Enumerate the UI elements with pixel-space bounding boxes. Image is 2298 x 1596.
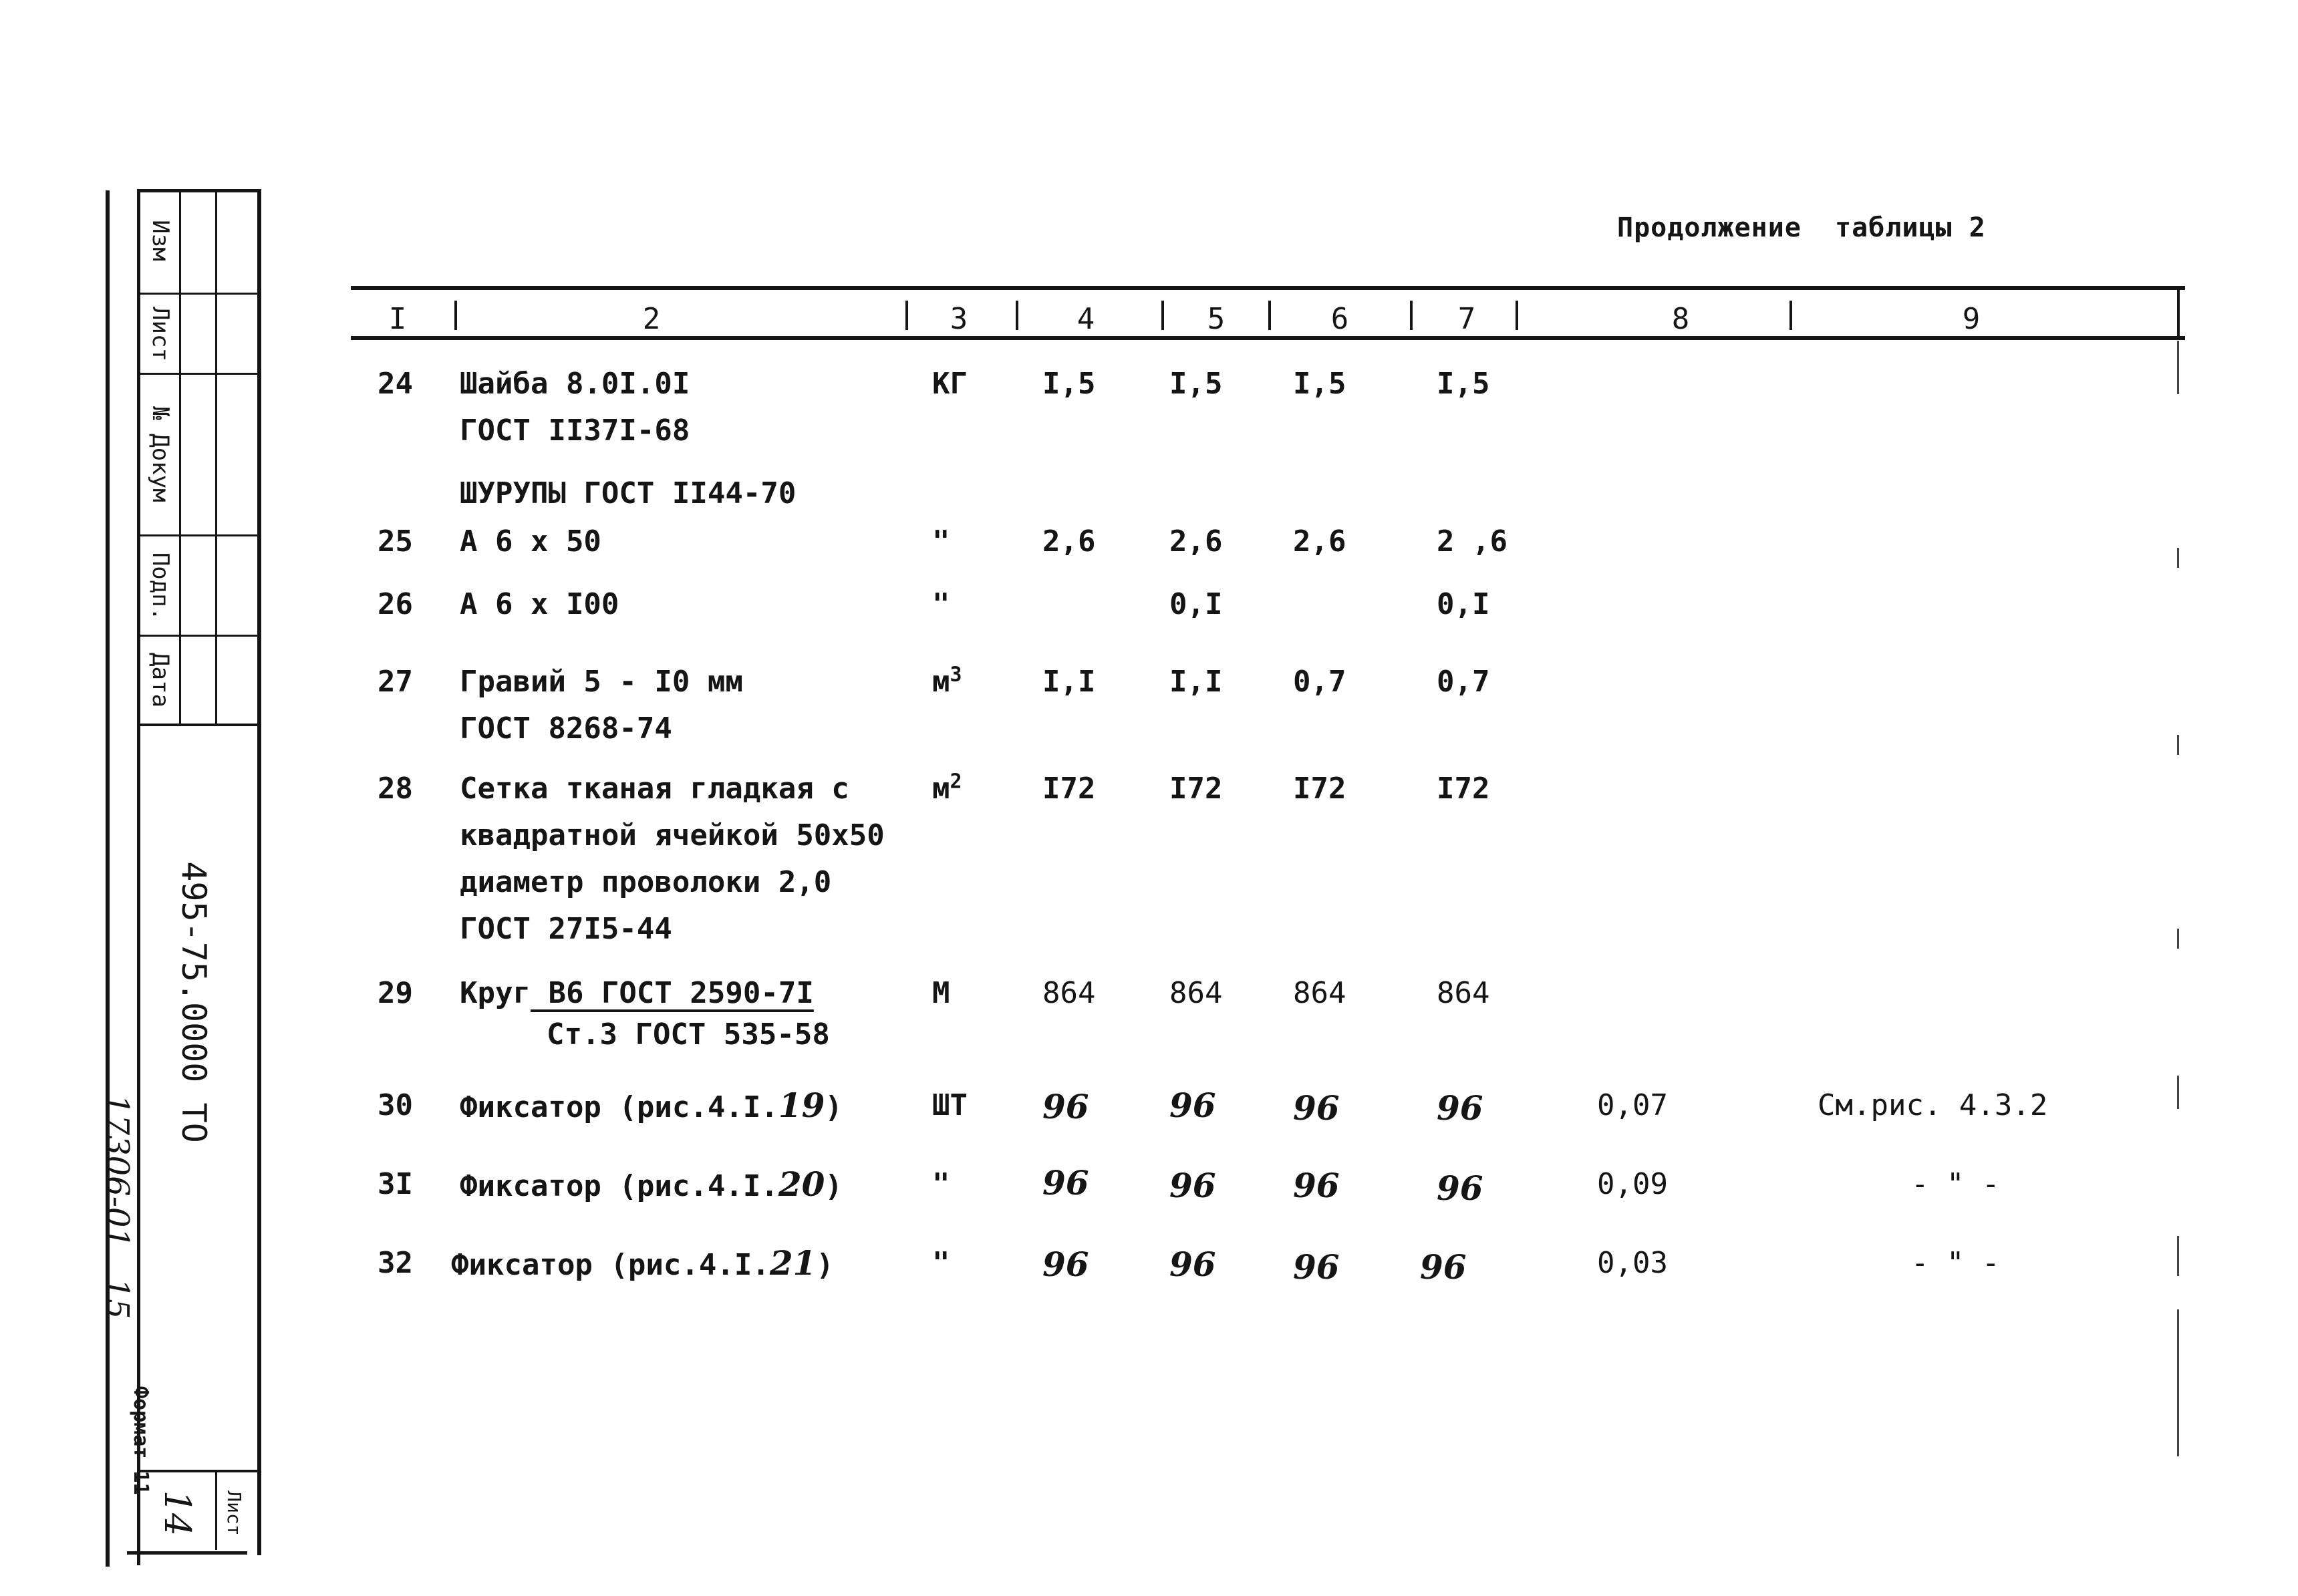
unit: М	[932, 976, 950, 1010]
sheet-number: 14	[156, 1490, 198, 1537]
format-label: Формат 11	[129, 1386, 152, 1495]
item-name-text: Фиксатор (рис.4.I.	[451, 1248, 770, 1282]
value-col-7: 0,7	[1437, 665, 1490, 699]
stamp-divider	[137, 1470, 257, 1472]
header-separator	[1268, 301, 1271, 330]
stamp-label-doc: № Докум	[147, 406, 174, 502]
item-name-line: Сетка тканая гладкая с	[460, 772, 849, 806]
item-name-line	[460, 1082, 843, 1131]
header-separator	[1410, 301, 1413, 330]
value-col-6: 96	[1293, 1166, 1340, 1205]
mass: 0,03	[1597, 1246, 1668, 1280]
item-name-close: )	[825, 1090, 843, 1124]
item-name-prefix: Круг	[460, 976, 531, 1010]
unit: ШТ	[932, 1088, 968, 1122]
header-separator	[1516, 301, 1518, 330]
item-name-line	[460, 1161, 843, 1210]
table-right-border-dashed	[2177, 1236, 2179, 1276]
stamp-divider	[137, 534, 257, 536]
stamp-label-date: Дата	[147, 653, 174, 707]
item-name-handwritten: 19	[778, 1086, 825, 1125]
item-name-line	[451, 1240, 834, 1289]
stamp-label-sign: Подп.	[147, 552, 174, 621]
item-name-line: Гравий 5 - I0 мм	[460, 665, 743, 699]
stamp-border	[106, 190, 110, 1567]
header-col-5: 5	[1207, 302, 1226, 336]
table-continuation-heading: Продолжение таблицы 2	[1617, 212, 1986, 243]
inventory-main: 17306-01	[98, 1094, 136, 1248]
stamp-divider	[137, 635, 257, 637]
value-col-4: 96	[1042, 1087, 1089, 1126]
item-name-line: ГОСТ 27I5-44	[460, 912, 672, 946]
header-col-6: 6	[1330, 302, 1349, 336]
stamp-divider	[215, 1470, 217, 1550]
stamp-border	[215, 190, 217, 725]
item-name-line: А 6 х I00	[460, 587, 619, 621]
unit-base: м	[932, 772, 950, 806]
header-col-7: 7	[1457, 302, 1476, 336]
row-number: 27	[378, 665, 413, 699]
value-col-7: 864	[1437, 976, 1490, 1010]
value-col-6: 2,6	[1293, 524, 1346, 558]
value-col-5: 864	[1169, 976, 1223, 1010]
row-number: 24	[378, 367, 413, 401]
note: - " -	[1911, 1246, 2000, 1280]
stamp-border	[257, 189, 261, 1555]
value-col-6: 0,7	[1293, 665, 1346, 699]
item-name-denominator: Ст.3 ГОСТ 535-58	[547, 1017, 830, 1052]
value-col-4: 2,6	[1042, 524, 1096, 558]
item-name-numerator: В6 ГОСТ 2590-7I	[530, 976, 814, 1010]
value-col-4: I,I	[1042, 665, 1096, 699]
header-separator	[905, 301, 908, 330]
value-col-6: I72	[1293, 772, 1346, 806]
item-name-line: ГОСТ II37I-68	[460, 414, 690, 448]
value-col-5: I,I	[1169, 665, 1223, 699]
row-number: 26	[378, 587, 413, 621]
value-col-7: I,5	[1437, 367, 1490, 401]
stamp-border	[137, 190, 140, 1565]
item-name-text: Фиксатор (рис.4.I.	[460, 1090, 778, 1124]
table-right-border-dashed	[2177, 341, 2179, 394]
unit	[932, 766, 962, 812]
item-name-line: Шайба 8.0I.0I	[460, 367, 690, 401]
row-number: 32	[378, 1246, 413, 1280]
item-name-handwritten: 20	[778, 1164, 825, 1204]
unit	[932, 659, 962, 705]
header-separator	[1789, 301, 1792, 330]
item-name-line: квадратной ячейкой 50х50	[460, 818, 885, 852]
note: См.рис. 4.3.2	[1818, 1088, 2048, 1122]
unit: "	[932, 1167, 950, 1201]
table-right-border	[2177, 286, 2180, 339]
stamp-border	[137, 189, 261, 192]
header-col-8: 8	[1671, 302, 1690, 336]
sheet-label: Лист	[223, 1490, 245, 1536]
unit: "	[932, 1246, 950, 1280]
item-name-text: Фиксатор (рис.4.I.	[460, 1169, 778, 1203]
table-right-border-dashed	[2177, 1076, 2179, 1109]
value-col-6: 864	[1293, 976, 1346, 1010]
note: - " -	[1911, 1167, 2000, 1201]
mass: 0,09	[1597, 1167, 1668, 1201]
stamp-label-list: Лист	[147, 307, 174, 361]
value-col-4: 96	[1042, 1163, 1089, 1203]
value-col-5: 96	[1169, 1245, 1216, 1284]
item-name-handwritten: 21	[769, 1243, 817, 1283]
value-col-7: 2 ,6	[1437, 524, 1507, 558]
header-top-rule	[351, 286, 2185, 290]
value-col-4: 96	[1042, 1245, 1089, 1284]
item-name-close: )	[816, 1248, 834, 1282]
unit-exponent: 2	[950, 770, 962, 794]
item-name-close: )	[825, 1169, 843, 1203]
table-right-border-dashed	[2177, 735, 2179, 755]
header-col-3: 3	[950, 302, 968, 336]
unit-base: м	[932, 665, 950, 699]
header-col-1: I	[388, 302, 407, 336]
header-separator	[1161, 301, 1164, 330]
unit: КГ	[932, 367, 968, 401]
stamp-border	[179, 190, 181, 725]
unit: "	[932, 587, 950, 621]
unit-exponent: 3	[950, 663, 962, 687]
value-col-7: 0,I	[1437, 587, 1490, 621]
value-col-6: 96	[1293, 1088, 1340, 1128]
value-col-7: 96	[1437, 1168, 1483, 1208]
row-number: 25	[378, 524, 413, 558]
value-col-5: 0,I	[1169, 587, 1223, 621]
document-designation: 495-75.0000 ТО	[174, 861, 213, 1143]
mass: 0,07	[1597, 1088, 1668, 1122]
stamp-divider	[137, 724, 257, 726]
stamp-divider	[127, 1551, 247, 1555]
inventory-suffix: 15	[98, 1278, 136, 1319]
value-col-6: I,5	[1293, 367, 1346, 401]
header-bottom-rule	[351, 336, 2185, 340]
row-number: 3I	[378, 1167, 413, 1201]
stamp-label-izm: Изм	[147, 220, 174, 261]
row-number: 28	[378, 772, 413, 806]
value-col-7: 96	[1437, 1088, 1483, 1128]
table-right-border-dashed	[2177, 929, 2179, 949]
value-col-4: I,5	[1042, 367, 1096, 401]
value-col-7: I72	[1437, 772, 1490, 806]
header-separator	[1016, 301, 1018, 330]
value-col-5: 96	[1169, 1166, 1216, 1205]
header-col-2: 2	[642, 302, 661, 336]
value-col-5: I72	[1169, 772, 1223, 806]
item-name-line: диаметр проволоки 2,0	[460, 865, 832, 899]
value-col-5: 2,6	[1169, 524, 1223, 558]
value-col-5: 96	[1169, 1086, 1216, 1125]
inventory-number	[98, 1094, 136, 1335]
value-col-5: I,5	[1169, 367, 1223, 401]
table-right-border-dashed	[2177, 548, 2179, 568]
item-name-line: ГОСТ 8268-74	[460, 711, 672, 746]
group-heading: ШУРУПЫ ГОСТ II44-70	[460, 476, 797, 510]
header-col-4: 4	[1076, 302, 1095, 336]
header-col-9: 9	[1962, 302, 1981, 336]
header-separator	[454, 301, 457, 330]
value-col-7: 96	[1420, 1247, 1467, 1287]
value-col-4: 864	[1042, 976, 1096, 1010]
value-col-6: 96	[1293, 1247, 1340, 1287]
unit: "	[932, 524, 950, 558]
row-number: 30	[378, 1088, 413, 1122]
table-right-border-dashed	[2177, 1309, 2179, 1456]
value-col-4: I72	[1042, 772, 1096, 806]
item-name-fraction	[460, 970, 814, 1017]
item-name-line: А 6 х 50	[460, 524, 601, 558]
row-number: 29	[378, 976, 413, 1010]
